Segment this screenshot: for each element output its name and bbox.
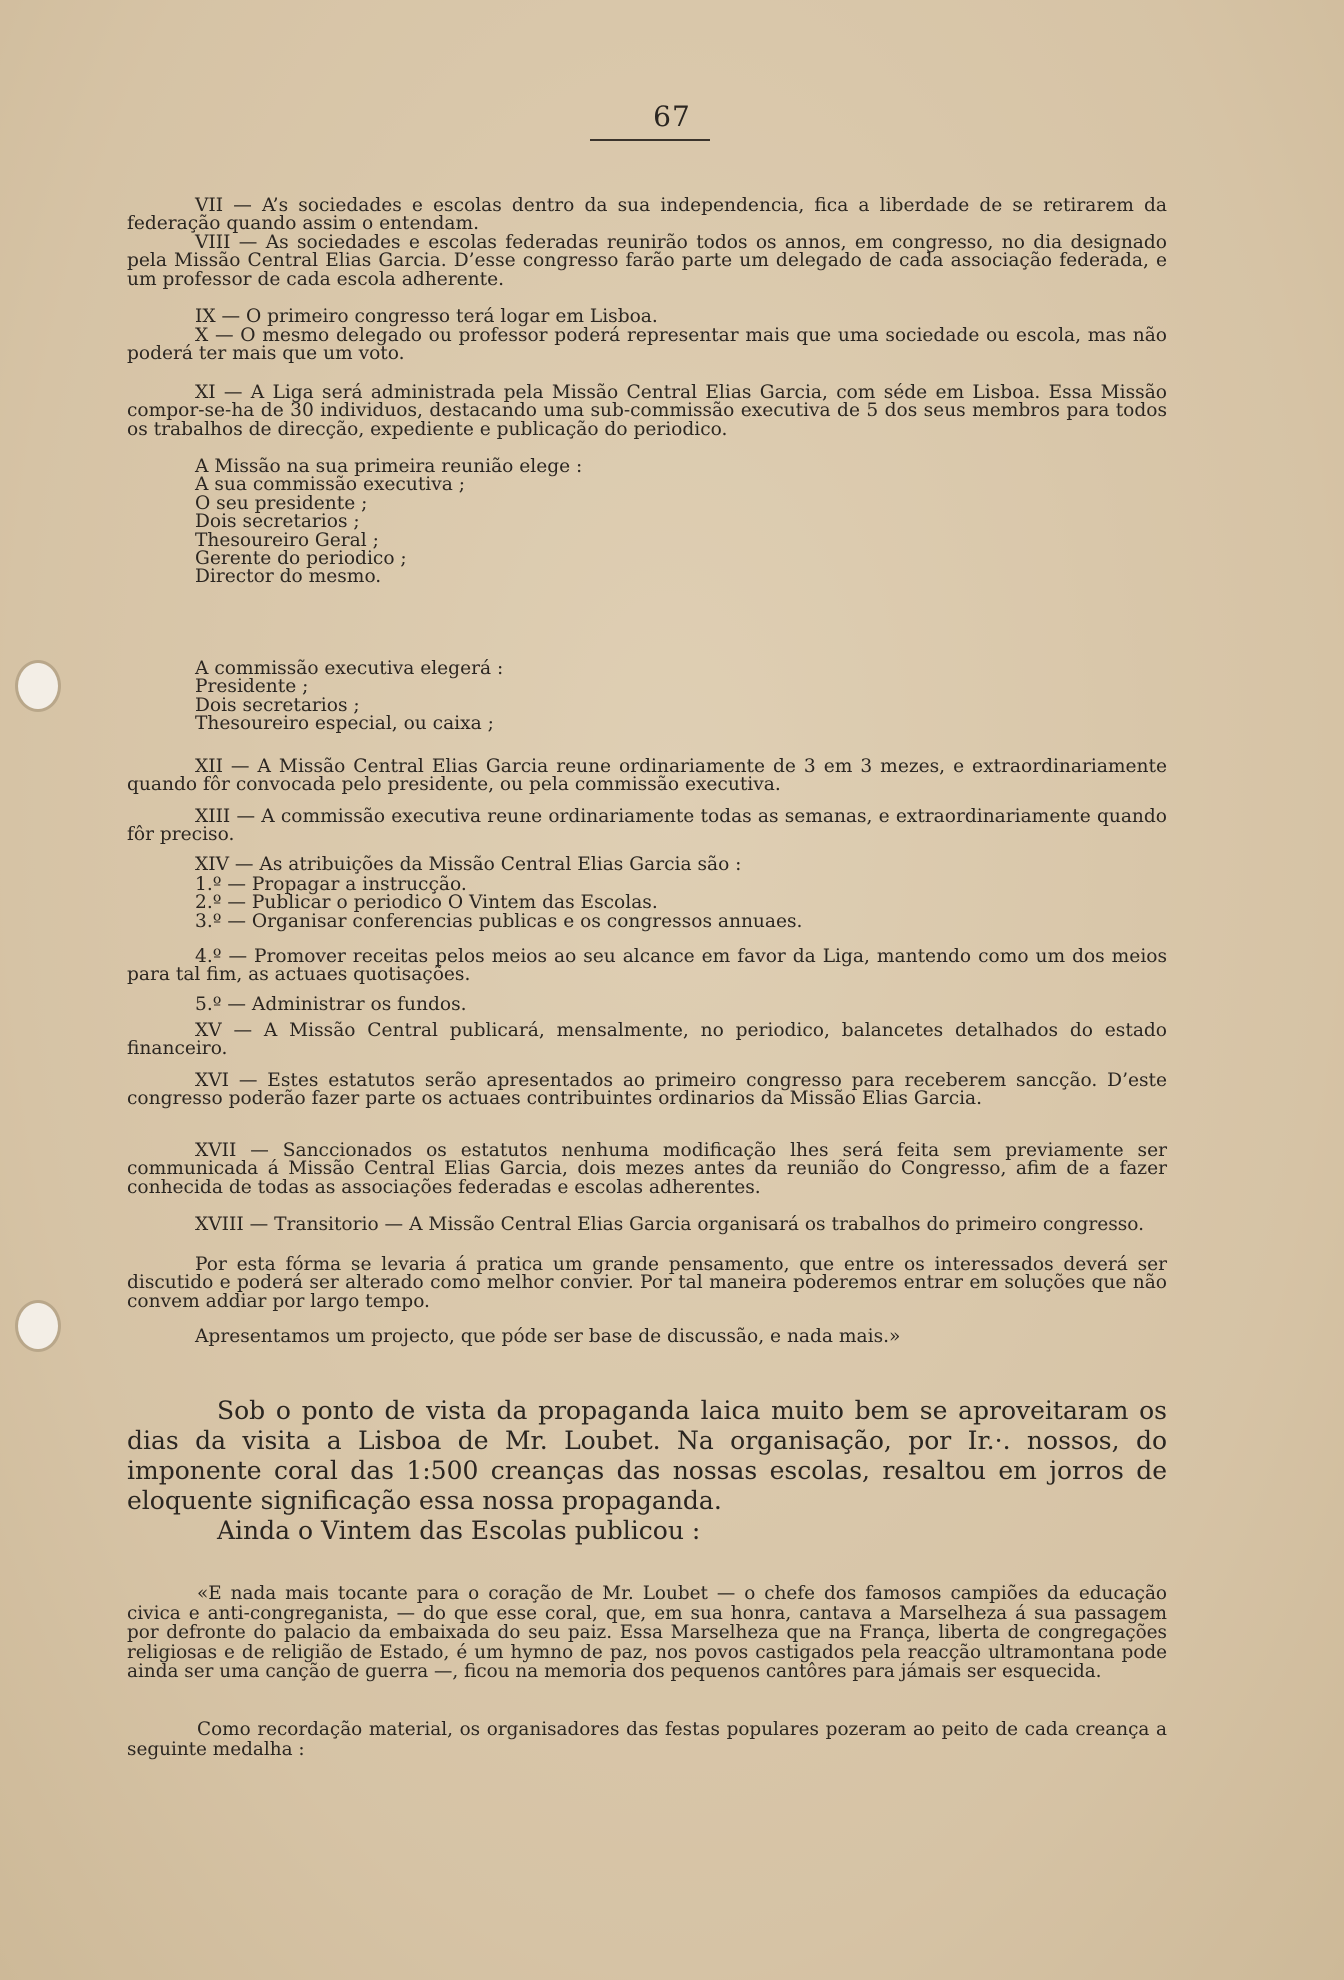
quote-closing: Como recordação material, os organisadores das festas populares pozeram ao peito de cada creança a seguinte medalha : (127, 1719, 1167, 1760)
statute-x: X — O mesmo delegado ou professor poderá representar mais que uma sociedade ou escola, mas não poderá ter mais que um voto. (127, 325, 1167, 365)
list-item: A sua commissão executiva ; (195, 474, 466, 496)
list-item: Gerente do periodico ; (195, 548, 407, 570)
list-item: Thesoureiro Geral ; (195, 529, 379, 551)
xiv-item-4: 4.º — Promover receitas pelos meios ao seu alcance em favor da Liga, mantendo como um dos meios para tal fim, as actuaes quotisações. (127, 946, 1167, 986)
statute-xvi: XVI — Estes estatutos serão apresentados ao primeiro congresso para receberem sancção. D’este congresso poderão fazer parte os actuaes contribuintes ordinarios da Missão Elias Garcia. (127, 1070, 1167, 1110)
quote-paragraph: «E nada mais tocante para o coração de Mr. Loubet — o chefe dos famosos campiões da educação civica e anti-congreganista, — do que esse coral, que, em sua honra, cantava a Marselheza á sua passagem por defronte do palacio da embaixada do seu paiz. Essa Marselheza que na França, liberta de congregações religiosas e de religião de Estado, é um hymno de paz, nos povos castigados pela reacção ultramontana pode ainda ser uma canção de guerra —, ficou na memoria dos pequenos cantôres para jámais ser esquecida. (127, 1583, 1167, 1683)
statute-xvii: XVII — Sanccionados os estatutos nenhuma modificação lhes será feita sem previamente ser communicada á Missão Central Elias Garcia, dois mezes antes da reunião do Congresso, afim de a fazer conhecida de todas as associações federadas e escolas adherentes. (127, 1140, 1167, 1198)
list-item: 1.º — Propagar a instrucção. (195, 874, 467, 895)
header-rule (590, 139, 710, 141)
statute-xiv: XIV — As atribuições da Missão Central Elias Garcia são : (195, 854, 742, 875)
statute-xiii: XIII — A commissão executiva reune ordinariamente todas as semanas, e extraordinariamente quando fôr preciso. (127, 806, 1167, 846)
xiv-item-5: 5.º — Administrar os fundos. (195, 994, 467, 1015)
statute-ix: IX — O primeiro congresso terá logar em Lisboa. (195, 306, 658, 327)
binding-hole (18, 663, 58, 709)
statute-xi: XI — A Liga será administrada pela Missão Central Elias Garcia, com séde em Lisboa. Essa Missão compor-se-ha de 30 individuos, destacando uma sub-commissão executiva de 5 dos seus membros para todos os trabalhos de direcção, expediente e publicação do periodico. (127, 382, 1167, 440)
list-item: Presidente ; (195, 676, 309, 698)
list-item: A commissão executiva elegerá : (195, 658, 504, 679)
committee-election-list (195, 660, 503, 734)
list-item: Dois secretarios ; (195, 511, 360, 533)
statute-xii: XII — A Missão Central Elias Garcia reune ordinariamente de 3 em 3 mezes, e extraordinariamente quando fôr convocada pelo presidente, ou pela commissão executiva. (127, 756, 1167, 796)
list-item: A Missão na sua primeira reunião elege : (195, 456, 583, 477)
list-item: Dois secretarios ; (195, 694, 360, 716)
mission-election-list (195, 458, 582, 587)
statute-xv: XV — A Missão Central publicará, mensalmente, no periodico, balancetes detalhados do estado financeiro. (127, 1020, 1167, 1060)
statute-xviii: XVIII — Transitorio — A Missão Central Elias Garcia organisará os trabalhos do primeiro congresso. (195, 1214, 1145, 1235)
main-paragraph: Sob o ponto de vista da propaganda laica muito bem se aproveitaram os dias da visita a Lisboa de Mr. Loubet. Na organisação, por Ir.·. nossos, do imponente coral das 1:500 creanças das nossas escolas, resaltou em jorros de eloquente significação essa nossa propaganda. (127, 1396, 1167, 1515)
xiv-items (195, 876, 802, 931)
closing-paragraph: Por esta fórma se levaria á pratica um grande pensamento, que entre os interessados deverá ser discutido e poderá ser alterado como melhor convier. Por tal maneira poderemos entrar em soluções que não convem addiar por largo tempo. (127, 1254, 1167, 1312)
list-item: 3.º — Organisar conferencias publicas e os congressos annuaes. (195, 910, 803, 932)
main-intro-line: Ainda o Vintem das Escolas publicou : (217, 1516, 701, 1545)
statute-vii: VII — A’s sociedades e escolas dentro da sua independencia, fica a liberdade de se retirarem da federação quando assim o entendam. (127, 195, 1167, 235)
list-item: Director do mesmo. (195, 566, 382, 588)
list-item: 2.º — Publicar o periodico O Vintem das Escolas. (195, 892, 658, 914)
list-item: O seu presidente ; (195, 492, 368, 514)
page-number: 67 (653, 100, 691, 133)
list-item: Thesoureiro especial, ou caixa ; (195, 713, 494, 735)
binding-hole (18, 1303, 58, 1349)
closing-sentence: Apresentamos um projecto, que póde ser base de discussão, e nada mais.» (195, 1326, 901, 1347)
statute-viii: VIII — As sociedades e escolas federadas reunirão todos os annos, em congresso, no dia designado pela Missão Central Elias Garcia. D’esse congresso farão parte um delegado de cada associação federada, e um professor de cada escola adherente. (127, 232, 1167, 290)
